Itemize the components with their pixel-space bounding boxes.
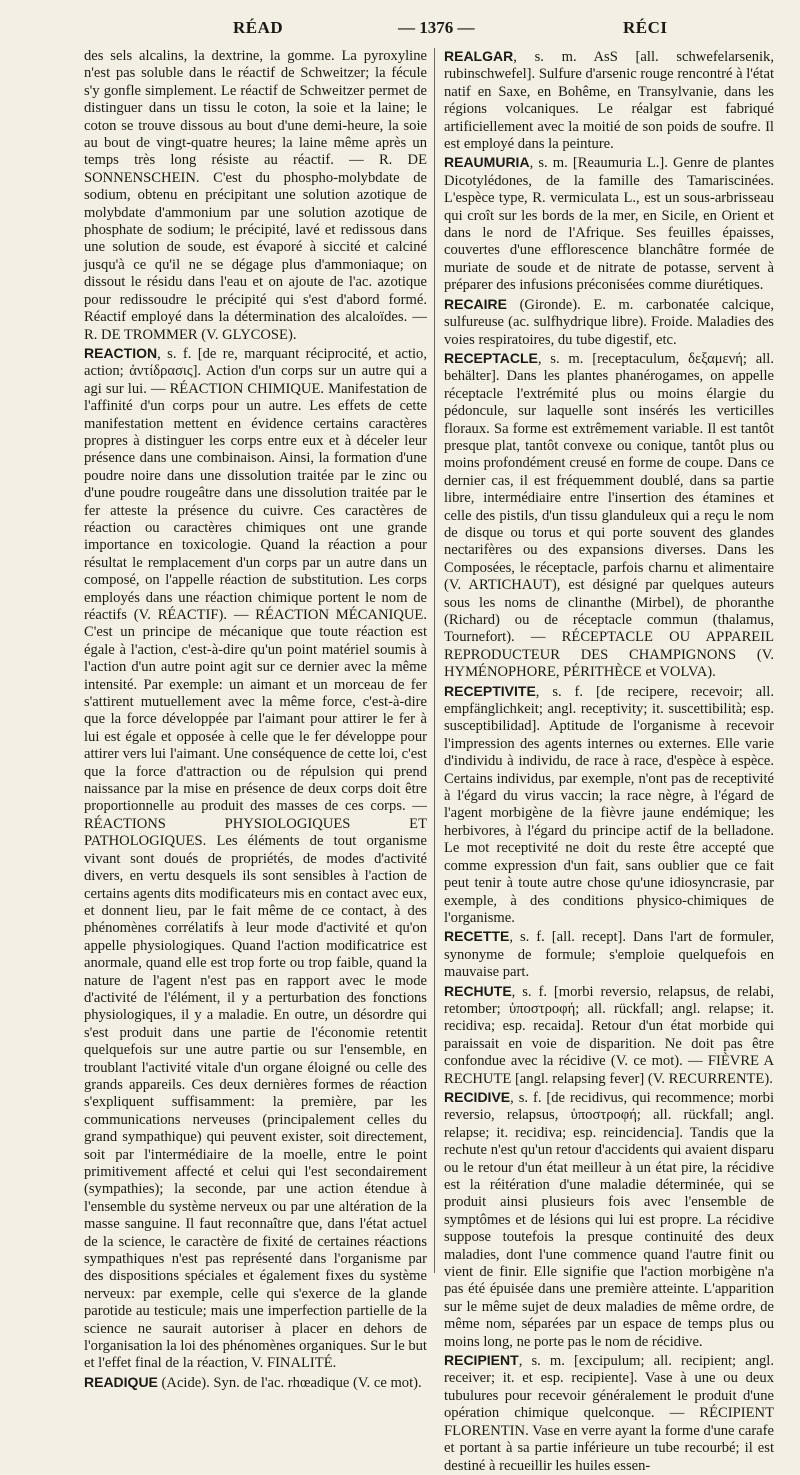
entry-text: , s. m. [receptaculum, δεξαμενή; all. behälter]. Dans les plantes phanérogames, on appelle réceptacle l'extrémité plus ou moins élargie du pédoncule, sur laquelle sont insérés les verticilles floraux. Sa forme est extrêmement variable. Il est tantôt presque plat, tantôt convexe ou conique, tantôt plus ou moins profondément creusé en forme de coupe. Dans ce dernier cas, il est fréquemment doublé, dans sa partie libre, intermédiaire entre l'insertion des étamines et celle des pistils, d'un tissu glanduleux qui a reçu le nom de disque ou torus et qui porte souvent des glandes nectarifères ou des expansions diverses. Dans les Composées, le réceptacle, parfois charnu et alimentaire (V. ARTICHAUT), est désigné par quelques auteurs sous les noms de clinanthe (Mirbel), de phoranthe (Richard) ou de réceptacle commun (thalamus, Tournefort). — RÉCEPTACLE OU APPAREIL REPRODUCTEUR DES CHAMPIGNONS (V. HYMÉNOPHORE, PÉRITHÈCE et VOLVA).: [444, 350, 774, 681]
entry-text: , s. m. AsS [all. schwefelarsenik, rubinschwefel]. Sulfure d'arsenic rouge rencontré à l'état natif en Saxe, en Bohême, en Transylvanie, dans les régions volcaniques. Le réalgar est fabriqué artificiellement avec la moitié de son poids de soufre. Il est employé dans la peinture.: [444, 49, 774, 153]
entry-continuation: [84, 48, 427, 344]
dictionary-entry: [444, 928, 774, 981]
entry-text: , s. m. [excipulum; all. recipient; angl. receiver; it. et esp. recipiente]. Vase à une ou deux tubulures pour recevoir généralement le produit d'une opération chimique quelconque. — RÉCIPIENT FLORENTIN. Vase en verre ayant la forme d'une carafe et portant à sa partie inférieure un tube recourbé; il est destiné à recueillir les huiles essen-: [444, 1353, 774, 1474]
entry-headword: REAUMURIA: [444, 154, 530, 171]
page-number: — 1376 —: [398, 18, 475, 37]
entry-text: , s. m. [Reaumuria L.]. Genre de plantes Dicotylédones, de la famille des Tamariscinées. L'espèce type, R. vermiculata L., est un sous-arbrisseau qui croît sur les bords de la mer, en Sicile, en Orient et dans le nord de l'Afrique. Ses feuilles épaisses, couvertes d'une efflorescence blanchâtre formée de muriate de soude et de nitrate de potasse, servent à préparer des infusions préconisées comme diurétiques.: [444, 155, 774, 294]
entry-text: (Gironde). E. m. carbonatée calcique, sulfureuse (ac. sulfhydrique libre). Froide. Maladies des voies respiratoires, du tube digestif, etc.: [444, 296, 774, 348]
running-head-left: RÉAD: [233, 18, 284, 37]
dictionary-entry: [444, 683, 774, 928]
entry-headword: RECHUTE: [444, 982, 512, 999]
dictionary-entry: [84, 1374, 427, 1392]
dictionary-entry: [84, 345, 427, 1373]
dictionary-entry: [444, 296, 774, 349]
running-head-right: RÉCI: [623, 18, 668, 37]
entry-headword: REACTION: [84, 344, 158, 361]
dictionary-entry: [444, 983, 774, 1088]
column-divider: [434, 48, 435, 1273]
entry-text: , s. f. [de recipere, recevoir; all. empfänglichkeit; angl. receptivity; it. suscettibilità; esp. susceptibilidad]. Aptitude de l'organisme à recevoir l'impression des agents internes ou externes. Elle varie d'individu à individu, de race à race, d'espèce à espèce. Certains individus, par exemple, n'ont pas de receptivité à l'égard du virus vaccin; la race nègre, à l'égard de l'agent morbigène de la fièvre jaune endémique; les herbivores, à l'égard du principe actif de la belladone. Le mot receptivité ne doit du reste être accepté que comme expression d'un fait, sans oublier que ce fait peut tenir à toute autre chose qu'une idiosyncrasie, par exemple, à des conditions physico-chimiques de l'organisme.: [444, 683, 774, 926]
entry-headword: RECIDIVE: [444, 1088, 511, 1105]
entry-headword: RECIPIENT: [444, 1352, 519, 1369]
entry-text: , s. f. [de re, marquant réciprocité, et actio, action; ἀντίδρασις]. Action d'un corps sur un autre qui a agi sur lui. — RÉACTION CHIMIQUE. Manifestation de l'affinité d'un corps pour un autre. Les effets de cette manifestation mettent en évidence certains caractères propres à distinguer les corps entre eux et à déceler leur présence dans une combinaison. Ainsi, la formation d'une poudre noire dans une dissolution traitée par le zinc ou d'une poudre rougeâtre dans une dissolution traitée par le fer atteste la présence du cuivre. Ces caractères de réaction ou caractères chimiques ont une grande importance en toxicologie. Quand la réaction a pour résultat le remplacement d'un corps par un autre dans un composé, on l'appelle réaction de substitution. Les corps employés dans une réaction chimique portent le nom de réactifs (V. RÉACTIF). — RÉACTION MÉCANIQUE. C'est un principe de mécanique que toute réaction est égale à l'action, c'est-à-dire qu'un point matériel soumis à l'action d'un autre point agit sur ce dernier avec la même intensité. Par exemple: un aimant et un morceau de fer s'attirent mutuellement avec la même force, c'est-à-dire que la force développée par l'aimant pour attirer le fer à lui est égale et opposée à celle que le fer développe pour attirer vers lui l'aimant. Une conséquence de cette loi, c'est que la force d'attraction ou de répulsion qui prend naissance par la mise en présence de deux corps doit être proportionnelle au produit des masses de ces corps. — RÉACTIONS PHYSIOLOGIQUES ET PATHOLOGIQUES. Les éléments de tout organisme vivant sont doués de propriétés, de modes d'activité divers, en vertu desquels ils sont sensibles à l'action de certains agents dits modificateurs mis en contact avec eux, et donnent lieu, par le fait même de ce contact, à des phénomènes corrélatifs à leur mode d'activité et qu'on appelle physiologiques. Quand l'action modificatrice est anormale, quand elle est trop forte ou trop faible, quand la nature de l'agent n'est pas en rapport avec le mode d'activité de l'élément, il y a perturbation des fonctions physiologiques, il y a maladie. En outre, un désordre qui s'est produit dans une partie de l'économie retentit quelquefois sur une autre partie ou sur l'ensemble, en troublant l'activité vitale d'un organe éloigné ou celle des grands appareils. Ces deux dernières formes de réaction s'expliquent suffisamment: la première, par les communications nerveuses (principalement celles du grand sympathique) qui peuvent exister, soit directement, soit par l'intermédiaire de la moelle, entre le point primitivement affecté et celui qui l'est secondairement (sympathies); la seconde, par une action étendue à l'ensemble du système nerveux ou par une altération de la masse sanguine. Il faut reconnaître que, dans l'état actuel de la science, le caractère de fixité de certaines réactions sympathiques n'est pas représenté dans l'organisme par des dispositions spéciales et également fixes du système nerveux: par exemple, celle qui s'exerce de la glande parotide au testicule; mais une imperfection partielle de la science ne saurait autoriser à placer en dehors de l'organisation la loi des phénomènes organiques. Sur le but et l'effet final de la réaction, V. FINALITÉ.: [84, 345, 427, 1372]
left-column: [84, 48, 427, 1391]
entry-headword: RECETTE: [444, 928, 510, 945]
entry-text: , s. f. [morbi reversio, relapsus, de relabi, retomber; ὑποστροφή; all. rückfall; angl. relapse; it. recidiva; esp. recaida]. Retour d'un état morbide qui paraissait en voie de disparition. Ne doit pas être confondue avec la récidive (V. ce mot). — FIÈVRE A RECHUTE [angl. relapsing fever] (V. RECURRENTE).: [444, 983, 774, 1087]
entry-headword: RECEPTIVITE: [444, 682, 536, 699]
page-header: [0, 14, 800, 40]
entry-text: des sels alcalins, la dextrine, la gomme. La pyroxyline n'est pas soluble dans le réactif de Schweitzer; la fécule s'y gonfle simplement. Le réactif de Schweitzer permet de distinguer dans un tissu le coton, la soie et la laine; le coton se trouve dissous au bout d'une demi-heure, la soie au bout de vingt-quatre heures; la laine même après un temps très long résiste au réactif. — R. DE SONNENSCHEIN. C'est du phospho-molybdate de sodium, obtenu en précipitant une solution azotique de molybdate d'ammonium par une solution azotique de phosphate de sodium; le précipité, lavé et redissous dans une solution de soude, est évaporé à siccité et calciné jusqu'à ce qu'il ne se dégage plus d'ammoniaque; on dissout le résidu dans l'eau et on ajoute de l'ac. azotique pour redissoudre le précipité qui s'est d'abord formé. Réactif employé dans la détermination des alcaloïdes. — R. DE TROMMER (V. GLYCOSE).: [84, 48, 427, 343]
entry-text: (Acide). Syn. de l'ac. rhœadique (V. ce mot).: [157, 1374, 422, 1391]
entry-headword: REALGAR: [444, 48, 514, 64]
right-column: [444, 48, 774, 1474]
dictionary-entry: [444, 1089, 774, 1351]
dictionary-entry: [444, 48, 774, 153]
entry-headword: READIQUE: [84, 1373, 158, 1390]
dictionary-entry: [444, 1352, 774, 1475]
entry-headword: RECAIRE: [444, 295, 508, 312]
entry-text: , s. f. [de recidivus, qui recommence; morbi reversio, relapsus, ὑποστροφή; all. rückfall; angl. relapse; it. recidiva; esp. reincidencia]. Tandis que la rechute n'est qu'un retour d'accidents qui avaient disparu ou le retour d'un état meilleur à un état pire, la récidive est la réitération d'une maladie déterminée, qui se produit ainsi plusieurs fois avec l'ensemble de symptômes et de lésions qui lui est propre. La récidive suppose toutefois la presque continuité des deux maladies, dont l'une commence quand l'autre finit ou vient de finir. Elle signifie que l'action morbigène n'a pas été épuisée dans une première atteinte. L'apparition sur le même sujet de deux maladies de même ordre, de même nom, séparées par un espace de temps plus ou moins long, ne porte pas le nom de récidive.: [444, 1089, 774, 1350]
entry-headword: RECEPTACLE: [444, 349, 538, 366]
entry-text: , s. f. [all. recept]. Dans l'art de formuler, synonyme de formule; s'emploie quelquefois en mauvaise part.: [444, 929, 774, 981]
dictionary-entry: [444, 154, 774, 294]
dictionary-entry: [444, 350, 774, 682]
